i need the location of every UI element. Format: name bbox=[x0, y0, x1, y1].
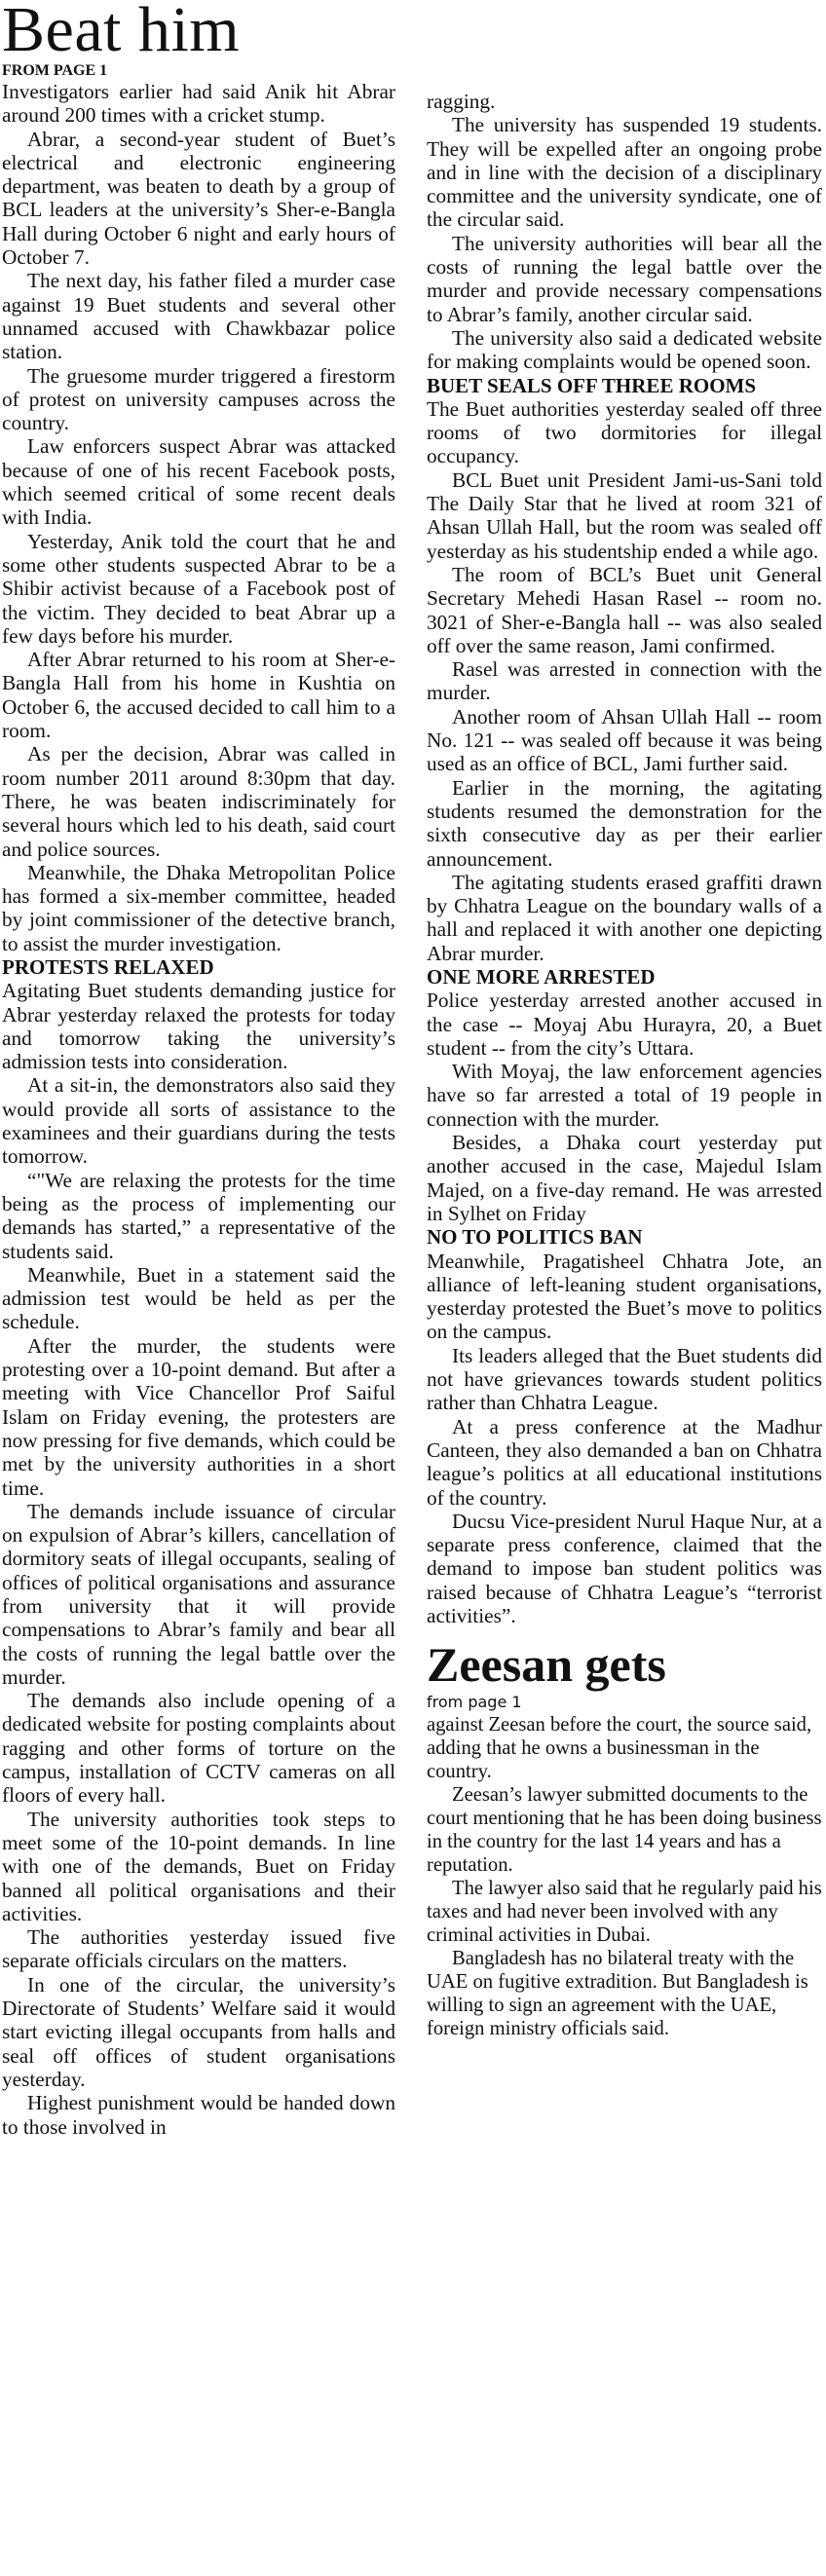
section-subhead: BUET SEALS OFF THREE ROOMS bbox=[427, 373, 757, 397]
second-article bbox=[427, 1637, 822, 2040]
article-paragraph: ragging. bbox=[427, 90, 496, 113]
section-subhead: PROTESTS RELAXED bbox=[2, 954, 214, 979]
second-article-kicker: from page 1 bbox=[427, 1693, 522, 1712]
article-headline: Beat him bbox=[2, 0, 241, 65]
article-paragraph: As per the decision, Abrar was called in room number 2011 around 8:30pm that day. There, he was beaten indiscriminately for several hours which led to his death, said court and police sources. bbox=[2, 742, 395, 861]
article-paragraph: With Moyaj, the law enforcement agencies have so far arrested a total of 19 people in connection with the murder. bbox=[427, 1060, 822, 1131]
article-paragraph: Bangladesh has no bilateral treaty with the UAE on fugitive extradition. But Bangladesh is willing to sign an agreement with the UAE, foreign ministry officials said. bbox=[427, 1948, 808, 2040]
article-paragraph: Agitating Buet students demanding justice for Abrar yesterday relaxed the protests for today and tomorrow taking the university’s admission tests into consideration. bbox=[2, 979, 395, 1074]
article-paragraph: “"We are relaxing the protests for the time being as the process of implementing our demands has started,” a representative of the students said. bbox=[2, 1168, 395, 1263]
column-2-body bbox=[427, 90, 822, 1627]
second-article-headline: Zeesan gets bbox=[427, 1637, 666, 1693]
article-paragraph: Police yesterday arrested another accused in the case -- Moyaj Abu Hurayra, 20, a Buet student -- from the city’s Uttara. bbox=[427, 989, 822, 1060]
article-paragraph: Rasel was arrested in connection with the murder. bbox=[427, 657, 822, 705]
article-paragraph: Its leaders alleged that the Buet students did not have grievances towards student politics rather than Chhatra League. bbox=[427, 1343, 822, 1415]
article-paragraph: The authorities yesterday issued five separate officials circulars on the matters. bbox=[2, 1925, 395, 1973]
article-paragraph: The university also said a dedicated website for making complaints would be opened soon. bbox=[427, 325, 822, 374]
article-paragraph: The Buet authorities yesterday sealed off three rooms of two dormitories for illegal occupancy. bbox=[427, 396, 822, 468]
article-paragraph: The next day, his father filed a murder case against 19 Buet students and several other unnamed accused with Chawkbazar police station. bbox=[2, 269, 395, 364]
article-paragraph: Earlier in the morning, the agitating students resumed the demonstration for the sixth consecutive day as per their earlier announcement. bbox=[427, 775, 822, 871]
article-paragraph: Another room of Ahsan Ullah Hall -- room No. 121 -- was sealed off because it was being used as an office of BCL, Jami further said. bbox=[427, 704, 822, 776]
article-paragraph: Besides, a Dhaka court yesterday put another accused in the case, Majedul Islam Majed, on a five-day remand. He was arrested in Sylhet on Friday bbox=[427, 1131, 822, 1225]
article-paragraph: The lawyer also said that he regularly paid his taxes and had never been involved with any criminal activities in Dubai. bbox=[427, 1878, 822, 1947]
article-paragraph: In one of the circular, the university’s Directorate of Students’ Welfare said it would start evicting illegal occupants from halls and seal off offices of student organisations yesterday. bbox=[2, 1972, 395, 2091]
article-paragraph: Highest punishment would be handed down to those involved in bbox=[2, 2091, 395, 2139]
article-column-1 bbox=[2, 0, 395, 2139]
article-paragraph: The university authorities will bear all the costs of running the legal battle over the murder and provide necessary compensations to Abrar’s family, another circular said. bbox=[427, 231, 822, 326]
article-paragraph: The demands also include opening of a dedicated website for posting complaints about ragging and other forms of torture on the campus, installation of CCTV cameras on all floors of every hall. bbox=[2, 1689, 395, 1808]
article-paragraph: At a press conference at the Madhur Canteen, they also demanded a ban on Chhatra league’s politics at all educational institutions of the country. bbox=[427, 1414, 822, 1510]
section-subhead: NO TO POLITICS BAN bbox=[427, 1225, 643, 1250]
article-paragraph: Yesterday, Anik told the court that he and some other students suspected Abrar to be a Shibir activist because of a Facebook post of the victim. They decided to beat Abrar up a few days before his murder. bbox=[2, 529, 395, 648]
article-paragraph: The demands include issuance of circular on expulsion of Abrar’s killers, cancellation of dormitory seats of illegal occupants, sealing of offices of political organisations and assurance from university that it will provide compensations to Abrar’s family and bear all the costs of running the legal battle over the murder. bbox=[2, 1499, 395, 1689]
article-column-2 bbox=[427, 90, 822, 2040]
article-paragraph: The room of BCL’s Buet unit General Secretary Mehedi Hasan Rasel -- room no. 3021 of Sher-e-Bangla hall -- was also sealed off over the same reason, Jami confirmed. bbox=[427, 562, 822, 657]
article-paragraph: Investigators earlier had said Anik hit Abrar around 200 times with a cricket stump. bbox=[2, 80, 395, 128]
column-1-body bbox=[2, 80, 395, 2139]
article-paragraph: At a sit-in, the demonstrators also said they would provide all sorts of assistance to the examinees and their guardians during the tests tomorrow. bbox=[2, 1073, 395, 1169]
article-paragraph: Zeesan’s lawyer submitted documents to the court mentioning that he has been doing business in the country for the last 14 years and has a reputation. bbox=[427, 1784, 822, 1877]
article-paragraph: Meanwhile, Pragatisheel Chhatra Jote, an alliance of left-leaning student organisations, yesterday protested the Buet’s move to politics on the campus. bbox=[427, 1249, 822, 1344]
article-paragraph: Meanwhile, Buet in a statement said the admission test would be held as per the schedule. bbox=[2, 1262, 395, 1334]
article-paragraph: BCL Buet unit President Jami-us-Sani told The Daily Star that he lived at room 321 of Ahsan Ullah Hall, but the room was sealed off yesterday as his studentship ended a while ago. bbox=[427, 467, 822, 563]
article-paragraph: The university has suspended 19 students. They will be expelled after an ongoing probe and in line with the decision of a disciplinary committee and the university syndicate, one of the circular said. bbox=[427, 113, 822, 232]
second-article-body bbox=[427, 1713, 822, 2040]
article-paragraph: After Abrar returned to his room at Sher-e-Bangla Hall from his home in Kushtia on October 6, the accused decided to call him to a room. bbox=[2, 648, 395, 743]
section-subhead: ONE MORE ARRESTED bbox=[427, 964, 656, 989]
article-paragraph: Abrar, a second-year student of Buet’s electrical and electronic engineering department, was beaten to death by a group of BCL leaders at the university’s Sher-e-Bangla Hall during October 6 night and early hours of October 7. bbox=[2, 127, 395, 270]
article-paragraph: After the murder, the students were protesting over a 10-point demand. But after a meeting with Vice Chancellor Prof Saiful Islam on Friday evening, the protesters are now pressing for five demands, which could be met by the university authorities in a short time. bbox=[2, 1333, 395, 1500]
article-paragraph: The gruesome murder triggered a firestorm of protest on university campuses across the country. bbox=[2, 363, 395, 435]
article-paragraph: Meanwhile, the Dhaka Metropolitan Police has formed a six-member committee, headed by joint commissioner of the detective branch, to assist the murder investigation. bbox=[2, 860, 395, 955]
article-paragraph: Law enforcers suspect Abrar was attacked because of one of his recent Facebook posts, which seemed critical of some recent deals with India. bbox=[2, 434, 395, 530]
article-paragraph: The agitating students erased graffiti drawn by Chhatra League on the boundary walls of a hall and replaced it with another one depicting Abrar murder. bbox=[427, 870, 822, 965]
article-paragraph: against Zeesan before the court, the source said, adding that he owns a businessman in the country. bbox=[427, 1714, 812, 1783]
article-kicker: FROM PAGE 1 bbox=[2, 62, 108, 79]
article-paragraph: The university authorities took steps to meet some of the 10-point demands. In line with one of the demands, Buet on Friday banned all political organisations and their activities. bbox=[2, 1807, 395, 1925]
article-paragraph: Ducsu Vice-president Nurul Haque Nur, at a separate press conference, claimed that the demand to impose ban student politics was raised because of Chhatra League’s “terrorist activities”. bbox=[427, 1509, 822, 1627]
